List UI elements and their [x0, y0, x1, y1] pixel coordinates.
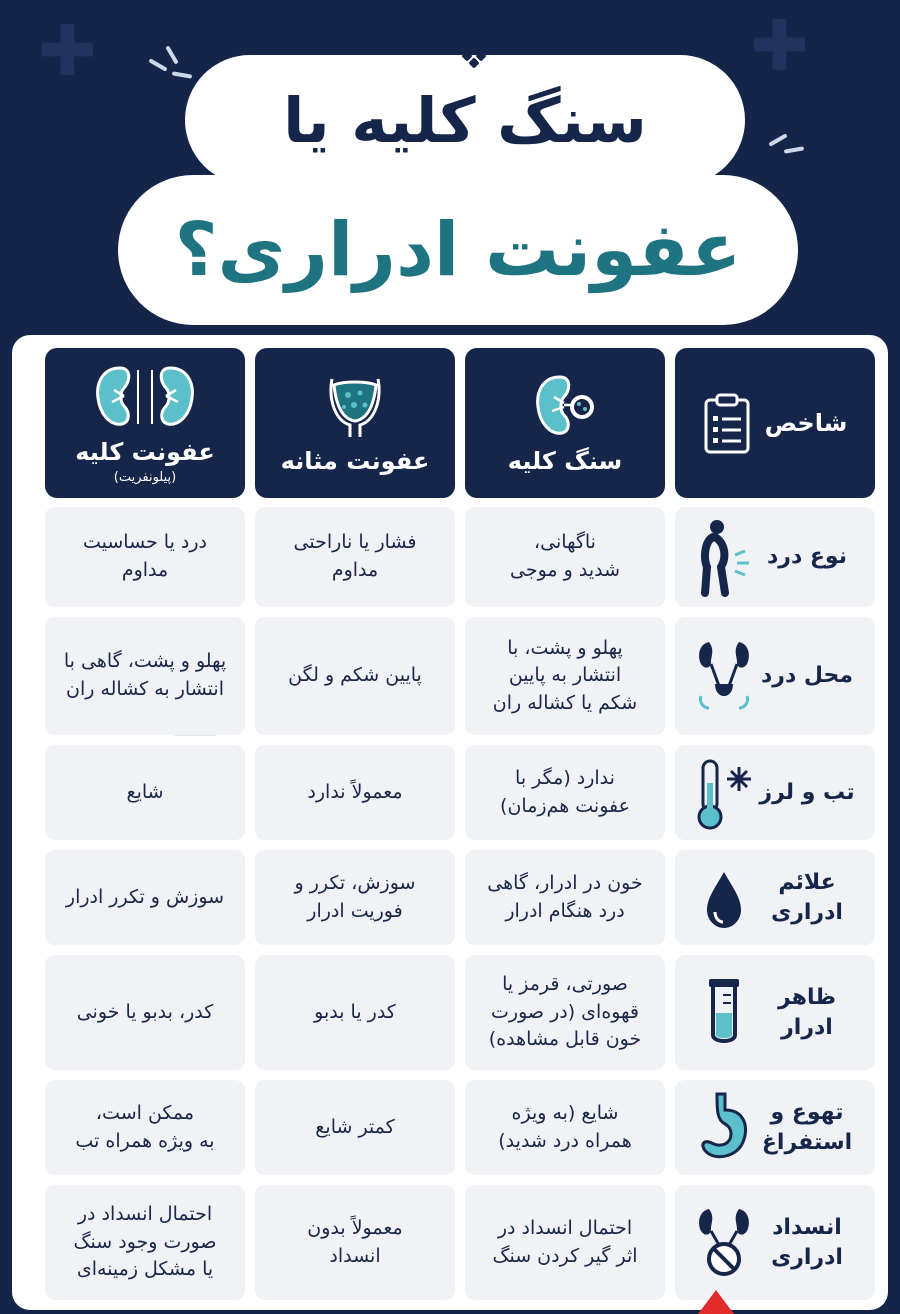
- header-kidney-infection: [45, 348, 245, 498]
- title-bubble-bottom: [118, 175, 798, 325]
- spark-lines-icon: [770, 120, 810, 160]
- droplet-icon: [695, 858, 753, 938]
- row-label: تهوع و استفراغ: [761, 1099, 853, 1155]
- header-indicator: [675, 348, 875, 498]
- bladder-infection-cell: سوزش، تکرر و فوریت ادرار: [255, 850, 455, 945]
- header-kidney-stone-label: سنگ کلیه: [507, 447, 623, 475]
- bladder-infection-cell: پایین شکم و لگن: [255, 617, 455, 735]
- kidney-infection-cell: درد یا حساسیت مداوم: [45, 507, 245, 607]
- row-label-cell: [675, 850, 875, 945]
- bladder-infection-cell: کمتر شایع: [255, 1080, 455, 1175]
- row-label-cell: [675, 1080, 875, 1175]
- kidney-stone-icon: [530, 371, 600, 441]
- comparison-table: [12, 335, 888, 1310]
- bladder-infection-cell: معمولاً بدون انسداد: [255, 1185, 455, 1300]
- row-label: علائم ادراری: [771, 869, 843, 925]
- test-tube-icon: [695, 973, 753, 1053]
- row-label: ظاهر ادرار: [778, 984, 836, 1040]
- title-line-1: سنگ کلیه یا: [283, 83, 647, 157]
- bladder-icon: [320, 371, 390, 441]
- kidney-infection-cell: سوزش و تکرر ادرار: [45, 850, 245, 945]
- kidneys-icon: [90, 362, 200, 432]
- kidney-infection-cell: کدر، بدبو یا خونی: [45, 955, 245, 1070]
- background-plus-icon: ✚: [38, 10, 97, 92]
- row-label-cell: [675, 617, 875, 735]
- background-plus-icon: ✚: [750, 5, 809, 87]
- kidney-infection-cell: پهلو و پشت، گاهی با انتشار به کشاله ران: [45, 617, 245, 735]
- kidney-stone-cell: صورتی، قرمز یا قهوه‌ای (در صورت خون قابل مشاهده): [465, 955, 665, 1070]
- warning-triangle-icon: [698, 1290, 734, 1314]
- kidney-infection-cell: ممکن است، به ویژه همراه تب: [45, 1080, 245, 1175]
- bladder-infection-cell: معمولاً ندارد: [255, 745, 455, 840]
- spark-lines-icon: [150, 45, 190, 85]
- kidney-stone-cell: خون در ادرار، گاهی درد هنگام ادرار: [465, 850, 665, 945]
- back-pain-person-icon: [695, 517, 753, 597]
- header-bladder-infection: [255, 348, 455, 498]
- clipboard-icon: [703, 392, 751, 454]
- title-bubble-top: [185, 55, 745, 185]
- header-indicator-label: شاخص: [764, 409, 848, 437]
- header-kidney-stone: [465, 348, 665, 498]
- header-bladder-infection-label: عفونت مثانه: [280, 447, 430, 475]
- kidney-infection-cell: احتمال انسداد در صورت وجود سنگ یا مشکل زمینه‌ای: [45, 1185, 245, 1300]
- bladder-infection-cell: فشار یا ناراحتی مداوم: [255, 507, 455, 607]
- row-label-cell: [675, 507, 875, 607]
- kidney-infection-cell: شایع: [45, 745, 245, 840]
- row-label: نوع درد: [767, 544, 847, 570]
- kidneys-bladder-icon: [695, 636, 753, 716]
- row-label: تب و لرز: [759, 779, 855, 805]
- title-dots-icon: [463, 45, 485, 67]
- kidney-stone-cell: احتمال انسداد در اثر گیر کردن سنگ: [465, 1185, 665, 1300]
- kidney-stone-cell: شایع (به ویژه همراه درد شدید): [465, 1080, 665, 1175]
- urinary-blocked-icon: [695, 1203, 753, 1283]
- thermometer-snowflake-icon: [695, 753, 753, 833]
- title-line-2: عفونت ادراری؟: [174, 207, 742, 293]
- kidney-stone-cell: ناگهانی، شدید و موجی: [465, 507, 665, 607]
- stomach-icon: [695, 1088, 753, 1168]
- kidney-stone-cell: پهلو و پشت، با انتشار به پایین شکم یا کشاله ران: [465, 617, 665, 735]
- row-label-cell: [675, 745, 875, 840]
- header-kidney-infection-label: عفونت کلیه: [75, 437, 215, 466]
- header-kidney-infection-sub: (پیلونفریت): [113, 469, 177, 485]
- row-label: انسداد ادراری: [771, 1214, 843, 1270]
- row-label-cell: [675, 955, 875, 1070]
- row-label-cell: [675, 1185, 875, 1300]
- row-label: محل درد: [760, 663, 854, 689]
- kidney-stone-cell: ندارد (مگر با عفونت هم‌زمان): [465, 745, 665, 840]
- bladder-infection-cell: کدر یا بدبو: [255, 955, 455, 1070]
